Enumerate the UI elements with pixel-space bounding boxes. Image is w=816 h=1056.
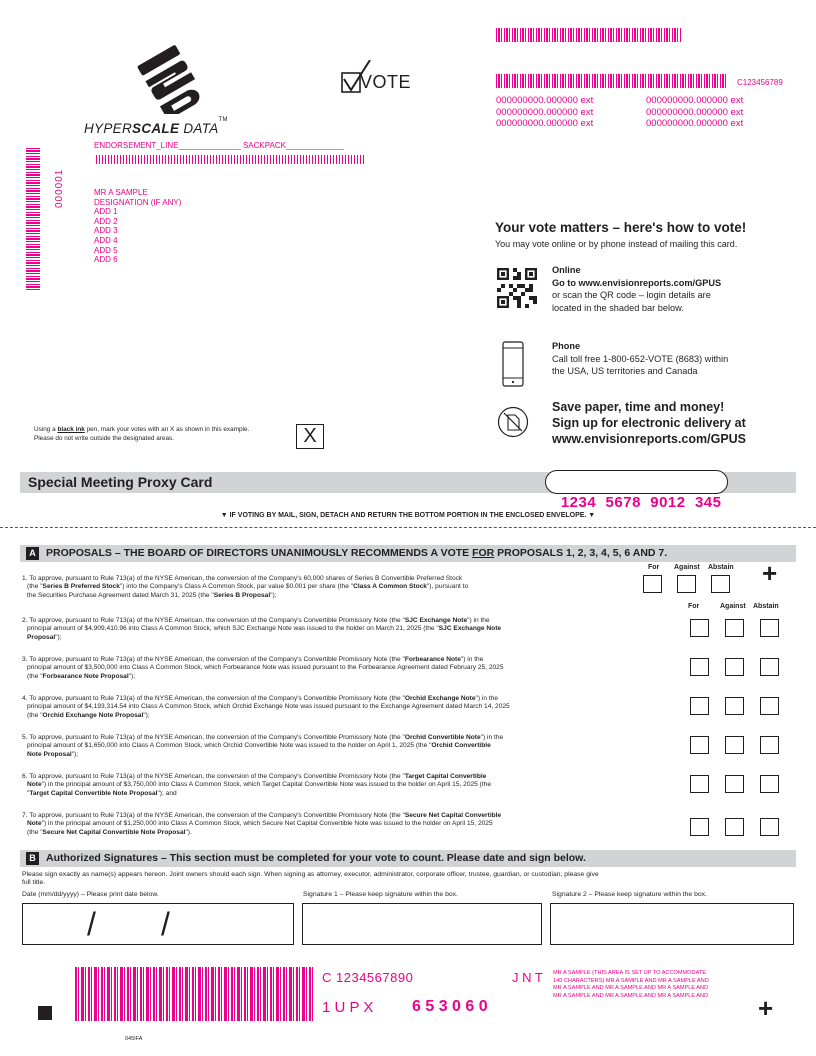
proposal-7-against-checkbox[interactable] <box>725 818 744 836</box>
form-code: 045IFA <box>125 1036 143 1042</box>
signature-1-field[interactable] <box>302 903 542 945</box>
proposal-2-against-checkbox[interactable] <box>725 619 744 637</box>
section-b-letter: B <box>26 852 39 865</box>
example-x-mark: X <box>303 425 317 447</box>
proposal-1-abstain-checkbox[interactable] <box>711 575 730 593</box>
ext-code: 000000000.000000 ext <box>496 118 594 129</box>
proposal-1-for-checkbox[interactable] <box>643 575 662 593</box>
proposal-6-against-checkbox[interactable] <box>725 775 744 793</box>
proposal-5-abstain-checkbox[interactable] <box>760 736 779 754</box>
proposal-3-abstain-checkbox[interactable] <box>760 658 779 676</box>
proposal-4-against-checkbox[interactable] <box>725 697 744 715</box>
postnet-barcode <box>96 155 364 164</box>
proposal-6: 6. To approve, pursuant to Rule 713(a) of the NYSE American, the conversion of the Company's Convertible Promissory Note (the "Target Capital Convertible Note") in the principal amount of $3,750,000 into Class A Common Stock, which Target Capital Convertible Note was issued to the holder on April 15, 2025 (the "Target Capital Convertible Note Proposal"); and <box>22 773 492 797</box>
online-option <box>552 264 721 314</box>
ext-code: 000000000.000000 ext <box>646 95 744 106</box>
address-line: ADD 1 <box>94 207 118 217</box>
proposal-7: 7. To approve, pursuant to Rule 713(a) of the NYSE American, the conversion of the Company's Convertible Promissory Note (the "Secure Net Capital Convertible Note") in the principal amount of $1,250,000 into Class A Common Stock, which Secure Net Capital Convertible Note was issued to the holder on April 15, 2025 (the "Secure Net Capital Convertible Note Proposal"). <box>22 812 502 836</box>
vote-info-heading: Your vote matters – here's how to vote! <box>495 220 747 235</box>
proposal-5: 5. To approve, pursuant to Rule 713(a) of the NYSE American, the conversion of the Company's Convertible Promissory Note (the "Orchid Convertible Note") in the principal amount of $1,650,000 into Class A Common Stock, which Orchid Convertible Note was issued to the holder on April 1, 2025 (the "Orchid Convertible Note Proposal"); <box>22 734 504 758</box>
footer-c-number: C 1234567890 <box>322 970 414 985</box>
proposal-4-abstain-checkbox[interactable] <box>760 697 779 715</box>
company-logo-icon <box>133 42 205 114</box>
signature-1-label: Signature 1 – Please keep signature within the box. <box>303 891 458 898</box>
section-a-letter: A <box>26 547 39 560</box>
phone-text: Call toll free 1-800-652-VOTE (8683) within <box>552 353 729 364</box>
proposal-4: 4. To approve, pursuant to Rule 713(a) of the NYSE American, the conversion of the Company's Convertible Promissory Note (the "Orchid Exchange Note") in the principal amount of $4,193,314.54 into Class A Common Stock, which Orchid Exchange Note was issued pursuant to the Exchange Agreement dated March 14, 2025 (the "Orchid Exchange Note Proposal"); <box>22 695 510 719</box>
perforation-line <box>0 527 816 528</box>
vote-logo-icon <box>340 60 440 95</box>
ext-code: 000000000.000000 ext <box>496 106 594 118</box>
section-a-title: PROPOSALS – THE BOARD OF DIRECTORS UNANIMOUSLY RECOMMENDS A VOTE FOR PROPOSALS 1, 2, 3, 4, 5, 6 AND 7. <box>46 547 668 559</box>
footer-jnt: J N T <box>512 970 543 985</box>
paper-text: www.envisionreports.com/GPUS <box>552 432 747 446</box>
address-line: MR A SAMPLE <box>94 188 148 197</box>
ext-codes <box>496 95 796 130</box>
proposal-1: 1. To approve, pursuant to Rule 713(a) of the NYSE American, the conversion of the Company's 60,000 shares of Series B Convertible Preferred Stock (the "Series B Preferred Stock") into the Company's Class A Common Stock, par value $0.001 per share (the "Class A Common Stock"), pursuant to the Securities Purchase Agreement dated March 31, 2025 (the "Series B Proposal"); <box>22 575 469 599</box>
proposal-3-for-checkbox[interactable] <box>690 658 709 676</box>
address-line: ADD 3 <box>94 226 118 236</box>
phone-title: Phone <box>552 341 581 351</box>
col-against-header-2: Against <box>720 603 746 610</box>
ext-code: 000000000.000000 ext <box>646 106 744 118</box>
ext-code: 000000000.000000 ext <box>496 95 594 106</box>
online-text: or scan the QR code – login details are <box>552 290 711 300</box>
no-paper-icon <box>497 406 529 438</box>
registration-plus-mark: + <box>762 558 778 588</box>
section-a-bar <box>20 545 796 562</box>
address-line: ADD 5 <box>94 245 118 255</box>
proposal-7-abstain-checkbox[interactable] <box>760 818 779 836</box>
col-abstain-header-2: Abstain <box>753 603 779 610</box>
footer-barcode <box>75 967 313 1021</box>
qr-code-icon[interactable] <box>497 268 537 308</box>
col-abstain-header: Abstain <box>708 564 734 571</box>
detach-instruction: ▼ IF VOTING BY MAIL, SIGN, DETACH AND RETURN THE BOTTOM PORTION IN THE ENCLOSED ENVELOPE. ▼ <box>220 512 596 519</box>
signature-2-label: Signature 2 – Please keep signature within the box. <box>552 891 707 898</box>
ink-instructions: Using a black ink pen, mark your votes with an X as shown in this example. Please do not write outside the designated areas. <box>34 426 250 442</box>
endorsement-line: ENDORSEMENT_LINE______________ SACKPACK_____________ <box>94 141 344 150</box>
footer-plus-mark: + <box>758 993 774 1023</box>
address-line: DESIGNATION (IF ANY) <box>94 197 182 207</box>
proposal-7-for-checkbox[interactable] <box>690 818 709 836</box>
online-text: located in the shaded bar below. <box>552 302 684 313</box>
col-for-header: For <box>648 564 660 571</box>
proposal-6-abstain-checkbox[interactable] <box>760 775 779 793</box>
proposal-3: 3. To approve, pursuant to Rule 713(a) of the NYSE American, the conversion of the Company's Convertible Promissory Note (the "Forbearance Note") in the principal amount of $3,500,000 into Class A Common Stock, which Forbearance Note was issued pursuant to the Forbearance Agreement dated February 25, 2025 (the "Forbearance Note Proposal"); <box>22 656 504 680</box>
col-for-header-2: For <box>688 603 700 610</box>
card-title: Special Meeting Proxy Card <box>28 474 213 490</box>
date-field[interactable] <box>22 903 294 945</box>
address-line: ADD 6 <box>94 255 118 265</box>
proposal-1-against-checkbox[interactable] <box>677 575 696 593</box>
date-separator: / <box>87 906 96 942</box>
vote-logo-text: VOTE <box>360 72 412 92</box>
phone-icon <box>502 341 524 387</box>
address-line: ADD 4 <box>94 235 118 245</box>
top-barcode-2 <box>496 74 728 88</box>
online-text: Go to www.envisionreports.com/GPUS <box>552 277 722 288</box>
address-sequence: 000001 <box>54 168 65 208</box>
footer-sample-block: MR A SAMPLE (THIS AREA IS SET UP TO ACCOMMODATE 140 CHARACTERS) MR A SAMPLE AND MR A SAMPLE AND MR A SAMPLE AND MR A SAMPLE AND MR A SAMPLE AND MR A SAMPLE AND MR A SAMPLE AND MR A SAMPLE AND <box>553 970 709 999</box>
top-barcode-id: C123456789 <box>737 78 783 87</box>
signature-2-field[interactable] <box>550 903 794 945</box>
proposal-6-for-checkbox[interactable] <box>690 775 709 793</box>
address-line: ADD 2 <box>94 216 118 226</box>
online-title: Online <box>552 265 581 275</box>
col-against-header: Against <box>674 564 700 571</box>
electronic-delivery <box>552 399 746 447</box>
footer-code-b: 6 5 3 0 6 0 <box>412 998 488 1015</box>
address-block <box>94 188 181 265</box>
proposal-5-for-checkbox[interactable] <box>690 736 709 754</box>
footer-code-a: 1 U P X <box>322 999 374 1016</box>
phone-option <box>552 340 728 378</box>
company-name-logo: HYPERSCALE DATA™ <box>84 117 228 136</box>
proposal-2-for-checkbox[interactable] <box>690 619 709 637</box>
black-ink-link: black ink <box>57 426 85 433</box>
ext-code: 000000000.000000 ext <box>646 118 744 129</box>
example-mark-box <box>296 424 324 449</box>
proposal-4-for-checkbox[interactable] <box>690 697 709 715</box>
signature-instructions: Please sign exactly as name(s) appears hereon. Joint owners should each sign. When signing as attorney, executor, administrator, corporate officer, trustee, guardian, or custodian, please give full title. <box>22 871 599 887</box>
top-barcode-1 <box>496 28 681 42</box>
proposal-3-against-checkbox[interactable] <box>725 658 744 676</box>
proposal-2: 2. To approve, pursuant to Rule 713(a) of the NYSE American, the conversion of the Company's Convertible Promissory Note (the "SJC Exchange Note") in the principal amount of $4,909,410.96 into Class A Common Stock, which SJC Exchange Note was issued to the holder on March 21, 2025 (the "SJC Exchange Note Proposal"); <box>22 617 502 641</box>
registration-square <box>38 1006 52 1020</box>
paper-text: Save paper, time and money! <box>552 400 725 414</box>
proposal-2-abstain-checkbox[interactable] <box>760 619 779 637</box>
proposal-5-against-checkbox[interactable] <box>725 736 744 754</box>
section-b-bar <box>20 850 796 867</box>
control-number: 1234 5678 9012 345 <box>545 470 728 494</box>
date-label: Date (mm/dd/yyyy) – Please print date below. <box>22 891 159 898</box>
vote-info-subheading: You may vote online or by phone instead of mailing this card. <box>495 239 738 249</box>
vertical-barcode <box>26 148 40 290</box>
section-b-title: Authorized Signatures – This section must be completed for your vote to count. Please date and sign below. <box>46 852 586 864</box>
paper-text: Sign up for electronic delivery at <box>552 416 746 430</box>
phone-text: the USA, US territories and Canada <box>552 366 698 376</box>
date-separator: / <box>161 906 170 942</box>
